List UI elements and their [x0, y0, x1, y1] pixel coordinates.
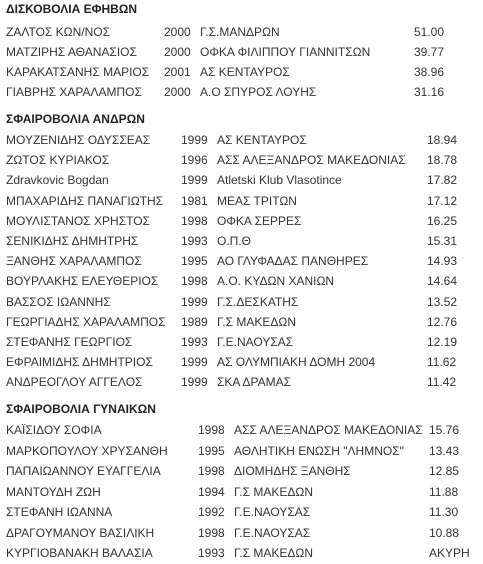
result-mark: 13.52: [427, 294, 458, 309]
result-mark: 11.42: [427, 375, 457, 390]
result-name: ΣΤΕΦΑΝΗ ΙΩΑΝΝΑ: [6, 505, 113, 519]
result-year: 1993: [181, 233, 208, 248]
result-mark: 16.25: [427, 213, 458, 228]
result-name: ΜΑΤΖΙΡΗΣ ΑΘΑΝΑΣΙΟΣ: [6, 45, 137, 59]
result-club: ΟΦΚΑ ΣΕΡΡΕΣ: [217, 213, 302, 228]
result-club: ΑΟ ΓΛΥΦΑΔΑΣ ΠΑΝΘΗΡΕΣ: [217, 254, 369, 269]
result-mark: 11.88: [429, 484, 459, 499]
result-year: 1998: [198, 423, 225, 437]
result-mark: 14.93: [427, 254, 458, 269]
result-name: ΔΡΑΓΟΥΜΑΝΟΥ ΒΑΣΙΛΙΚΗ: [6, 525, 155, 540]
result-row: [6, 461, 460, 482]
result-club: Γ.Σ ΜΑΚΕΔΩΝ: [217, 314, 297, 329]
section-title: ΔΙΣΚΟΒΟΛΙΑ ΕΦΗΒΩΝ: [6, 2, 138, 16]
result-mark: 14.64: [427, 274, 458, 289]
results-list: [6, 420, 470, 564]
result-club: Ο.Π.Θ: [217, 233, 252, 248]
section-shotput-men: [6, 110, 458, 392]
result-club: ΔΙΟΜΗΔΗΣ ΞΑΝΘΗΣ: [234, 464, 351, 478]
result-row: [6, 292, 458, 312]
result-name: ΚΑΪΣΙΔΟΥ ΣΟΦΙΑ: [6, 423, 102, 437]
result-row: [6, 150, 458, 170]
result-year: 1998: [198, 525, 225, 540]
section-discus-juniors: [6, 0, 445, 102]
result-club: Γ.Ε.ΝΑΟΥΣΑΣ: [234, 505, 311, 519]
result-row: [6, 420, 460, 441]
result-year: 1995: [181, 254, 208, 269]
result-year: 1999: [181, 294, 208, 309]
result-club: Γ.Σ ΜΑΚΕΔΩΝ: [234, 484, 314, 499]
result-mark: 31.16: [414, 85, 445, 99]
result-year: 1992: [198, 505, 225, 519]
result-year: 2000: [164, 85, 191, 99]
result-name: ΒΑΣΣΟΣ ΙΩΑΝΝΗΣ: [6, 294, 111, 309]
result-name: ΜΟΥΛΙΣΤΑΝΟΣ ΧΡΗΣΤΟΣ: [6, 213, 150, 228]
result-mark: 18.94: [427, 133, 458, 147]
results-list: [6, 130, 458, 392]
result-mark: 17.12: [427, 193, 458, 208]
result-mark: 12.19: [427, 334, 458, 349]
result-row: [6, 441, 460, 462]
result-mark: 39.77: [414, 45, 445, 59]
result-name: ΑΝΔΡΕΟΓΛΟΥ ΑΓΓΕΛΟΣ: [6, 375, 143, 390]
result-year: 1999: [181, 375, 208, 390]
result-row: [6, 82, 445, 102]
result-name: ΜΠΑΧΑΡΙΔΗΣ ΠΑΝΑΓΙΩΤΗΣ: [6, 193, 164, 208]
result-year: 1981: [181, 193, 208, 208]
result-club: Γ.Σ ΜΑΚΕΔΩΝ: [234, 546, 314, 560]
result-club: ΣΚΑ ΔΡΑΜΑΣ: [217, 375, 291, 390]
result-row: [6, 312, 458, 332]
result-row: [6, 271, 458, 291]
result-club: Α.Ο. ΚΥΔΩΝ ΧΑΝΙΩΝ: [217, 274, 335, 289]
result-mark: 11.62: [427, 355, 457, 370]
result-mark: ΑΚΥΡΗ: [429, 546, 470, 560]
result-name: ΕΦΡΑΙΜΙΔΗΣ ΔΗΜΗΤΡΙΟΣ: [6, 355, 153, 370]
result-year: 1998: [181, 274, 208, 289]
result-name: ΜΑΝΤΟΥΔΗ ΖΩΗ: [6, 484, 101, 499]
result-row: [6, 482, 459, 503]
result-name: ΣΕΝΙΚΙΔΗΣ ΔΗΜΗΤΡΗΣ: [6, 233, 139, 248]
section-title: ΣΦΑΙΡΟΒΟΛΙΑ ΑΝΔΡΩΝ: [6, 112, 145, 126]
result-club: Γ.Ε.ΝΑΟΥΣΑΣ: [234, 525, 311, 540]
result-row: [6, 170, 458, 190]
result-mark: 15.31: [427, 233, 458, 248]
result-club: Γ.Σ.ΜΑΝΔΡΩΝ: [200, 25, 280, 39]
result-name: ΚΥΡΓΙΟΒΑΝΑΚΗ ΒΑΛΑΣΙΑ: [6, 546, 153, 560]
result-mark: 13.43: [429, 443, 460, 458]
result-name: ΜΑΡΚΟΠΟΥΛΟΥ ΧΡΥΣΑΝΘΗ: [6, 443, 168, 458]
result-name: ΓΕΩΡΓΙΑΔΗΣ ΧΑΡΑΛΑΜΠΟΣ: [6, 314, 166, 329]
result-club: ΑΣ ΚΕΝΤΑΥΡΟΣ: [200, 65, 290, 79]
result-mark: 11.30: [429, 505, 459, 519]
result-mark: 15.76: [429, 423, 460, 437]
result-year: 1996: [181, 153, 208, 168]
result-row: [6, 523, 460, 544]
result-name: ΞΑΝΘΗΣ ΧΑΡΑΛΑΜΠΟΣ: [6, 254, 142, 269]
result-club: Γ.Ε.ΝΑΟΥΣΑΣ: [217, 334, 294, 349]
result-mark: 12.85: [429, 464, 460, 478]
result-row: [6, 502, 459, 523]
result-year: 1999: [181, 173, 208, 188]
result-name: Zdravkovic Bogdan: [6, 173, 109, 188]
result-year: 2000: [164, 45, 191, 59]
section-shotput-women: [6, 400, 470, 564]
result-row: [6, 130, 458, 150]
result-name: ΒΟΥΡΛΑΚΗΣ ΕΛΕΥΘΕΡΙΟΣ: [6, 274, 159, 289]
result-row: [6, 231, 458, 251]
result-name: ΖΩΤΟΣ ΚΥΡΙΑΚΟΣ: [6, 153, 110, 168]
result-year: 1998: [198, 464, 225, 478]
result-row: [6, 332, 458, 352]
result-year: 1995: [198, 443, 225, 458]
result-club: ΑΣΣ ΑΛΕΞΑΝΔΡΟΣ ΜΑΚΕΔΟΝΙΑΣ: [217, 153, 406, 168]
result-club: ΑΣΣ ΑΛΕΞΑΝΔΡΟΣ ΜΑΚΕΔΟΝΙΑΣ: [234, 423, 423, 437]
result-row: [6, 42, 445, 62]
result-mark: 38.96: [414, 65, 445, 79]
result-year: 1989: [181, 314, 208, 329]
result-club: ΑΣ ΟΛΥΜΠΙΑΚΗ ΔΟΜΗ 2004: [217, 355, 376, 370]
result-row: [6, 22, 445, 42]
result-club: Α.Ο ΣΠΥΡΟΣ ΛΟΥΗΣ: [200, 85, 317, 99]
result-year: 2001: [164, 65, 191, 79]
result-year: 1993: [181, 334, 208, 349]
result-club: ΑΣ ΚΕΝΤΑΥΡΟΣ: [217, 133, 307, 147]
result-name: ΜΟΥΖΕΝΙΔΗΣ ΟΔΥΣΣΕΑΣ: [6, 133, 151, 147]
result-mark: 18.78: [427, 153, 458, 168]
result-name: ΖΑΛΤΟΣ ΚΩΝ/ΝΟΣ: [6, 25, 111, 39]
result-name: ΣΤΕΦΑΝΗΣ ΓΕΩΡΓΙΟΣ: [6, 334, 133, 349]
result-row: [6, 543, 470, 564]
result-row: [6, 191, 458, 211]
result-name: ΚΑΡΑΚΑΤΣΑΝΗΣ ΜΑΡΙΟΣ: [6, 65, 150, 79]
result-name: ΠΑΠΑΙΩΑΝΝΟΥ ΕΥΑΓΓΕΛΙΑ: [6, 464, 161, 478]
result-year: 1999: [181, 133, 208, 147]
result-name: ΓΙΑΒΡΗΣ ΧΑΡΑΛΑΜΠΟΣ: [6, 85, 142, 99]
result-row: [6, 352, 457, 372]
result-row: [6, 211, 458, 231]
result-row: [6, 251, 458, 271]
result-club: ΜΕΑΣ ΤΡΙΤΩΝ: [217, 193, 297, 208]
result-club: ΑΘΛΗΤΙΚΗ ΕΝΩΣΗ "ΛΗΜΝΟΣ": [234, 443, 404, 458]
result-year: 1993: [198, 546, 225, 560]
result-year: 1999: [181, 355, 208, 370]
result-mark: 17.82: [427, 173, 458, 188]
result-mark: 51.00: [414, 25, 445, 39]
result-club: ΟΦΚΑ ΦΙΛΙΠΠΟΥ ΓΙΑΝΝΙΤΣΩΝ: [200, 45, 371, 59]
result-year: 1998: [181, 213, 208, 228]
result-club: Atletski Klub Vlasotince: [217, 173, 342, 188]
result-year: 1994: [198, 484, 225, 499]
result-year: 2000: [164, 25, 191, 39]
results-list: [6, 22, 445, 102]
result-mark: 12.76: [427, 314, 458, 329]
result-row: [6, 372, 457, 392]
result-row: [6, 62, 445, 82]
section-title: ΣΦΑΙΡΟΒΟΛΙΑ ΓΥΝΑΙΚΩΝ: [6, 402, 156, 416]
result-club: Γ.Σ.ΔΕΣΚΑΤΗΣ: [217, 294, 299, 309]
result-mark: 10.88: [429, 525, 460, 540]
